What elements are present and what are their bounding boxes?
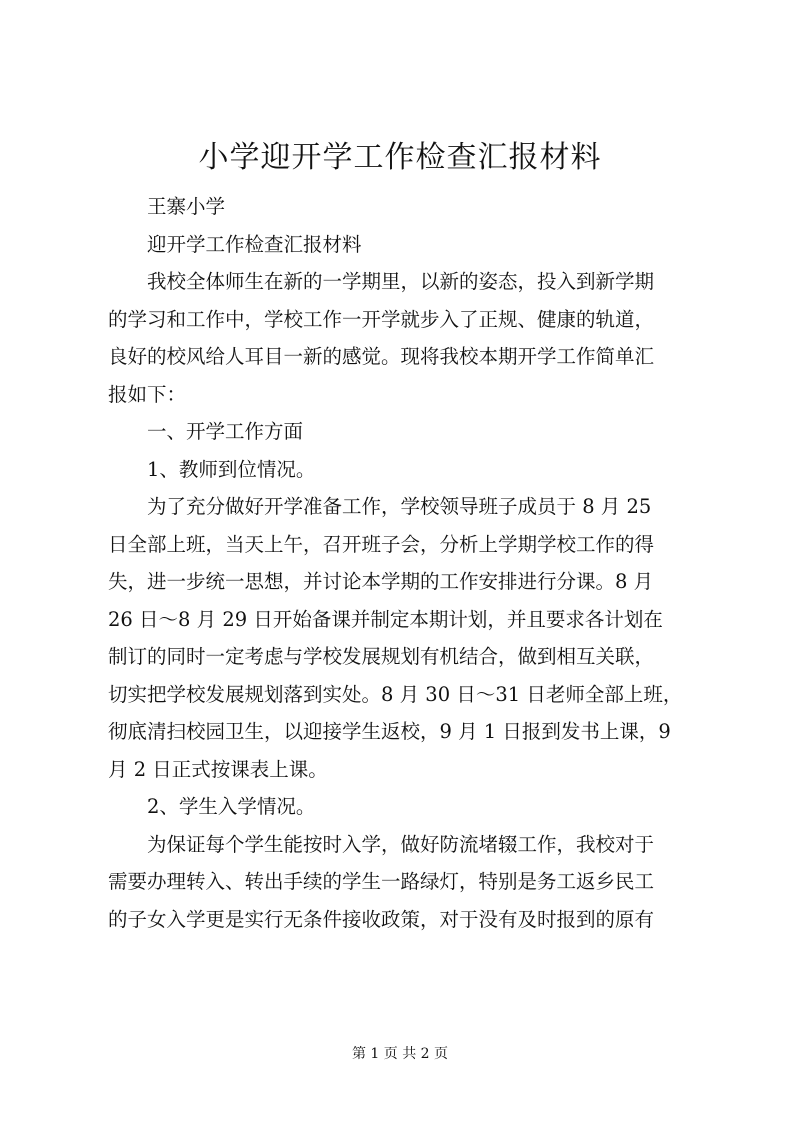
paragraph-line: 日全部上班，当天上午，召开班子会，分析上学期学校工作的得: [108, 532, 655, 556]
school-name: 王寨小学: [147, 195, 226, 218]
paragraph-line: 需要办理转入、转出手续的学生一路绿灯，特别是务工返乡民工: [108, 870, 655, 893]
intro-paragraph: [108, 263, 704, 413]
paragraph-line: 制订的同时一定考虑与学校发展规划有机结合，做到相互关联，: [108, 645, 655, 668]
paragraph-line: 为了充分做好开学准备工作，学校领导班子成员于 8 月 25: [147, 495, 652, 518]
paragraph-line: 切实把学校发展规划落到实处。8 月 30 日～31 日老师全部上班，: [108, 682, 683, 706]
paragraph-line: 良好的校风给人耳目一新的感觉。现将我校本期开学工作简单汇: [108, 345, 655, 368]
document-title: 小学迎开学工作检查汇报材料: [198, 140, 602, 175]
paragraph-line: 的子女入学更是实行无条件接收政策，对于没有及时报到的原有: [108, 907, 655, 931]
paragraph-line: 的学习和工作中，学校工作一开学就步入了正规、健康的轨道，: [108, 307, 655, 331]
student-paragraph: [108, 826, 704, 939]
paragraph-line: 彻底清扫校园卫生，以迎接学生返校，9 月 1 日报到发书上课，9: [108, 720, 671, 743]
paragraph-line: 失，进一步统一思想，并讨论本学期的工作安排进行分课。8 月: [108, 570, 654, 593]
document-body: [108, 188, 704, 938]
paragraph-line: 月 2 日正式按课表上课。: [108, 757, 328, 781]
teacher-paragraph: [108, 488, 704, 788]
paragraph-line: 26 日～8 月 29 日开始备课并制定本期计划，并且要求各计划在: [108, 607, 663, 631]
subsection-heading: 1、教师到位情况。: [147, 457, 316, 481]
document-subtitle: 迎开学工作检查汇报材料: [147, 232, 362, 256]
section-heading: 一、开学工作方面: [147, 420, 304, 443]
page-footer: 第 1 页 共 2 页: [351, 1046, 449, 1062]
paragraph-line: 为保证每个学生能按时入学，做好防流堵辍工作，我校对于: [147, 832, 655, 856]
subsection-heading: 2、学生入学情况。: [147, 795, 316, 818]
paragraph-line: 我校全体师生在新的一学期里，以新的姿态，投入到新学期: [147, 270, 655, 293]
paragraph-line: 报如下：: [108, 382, 187, 406]
